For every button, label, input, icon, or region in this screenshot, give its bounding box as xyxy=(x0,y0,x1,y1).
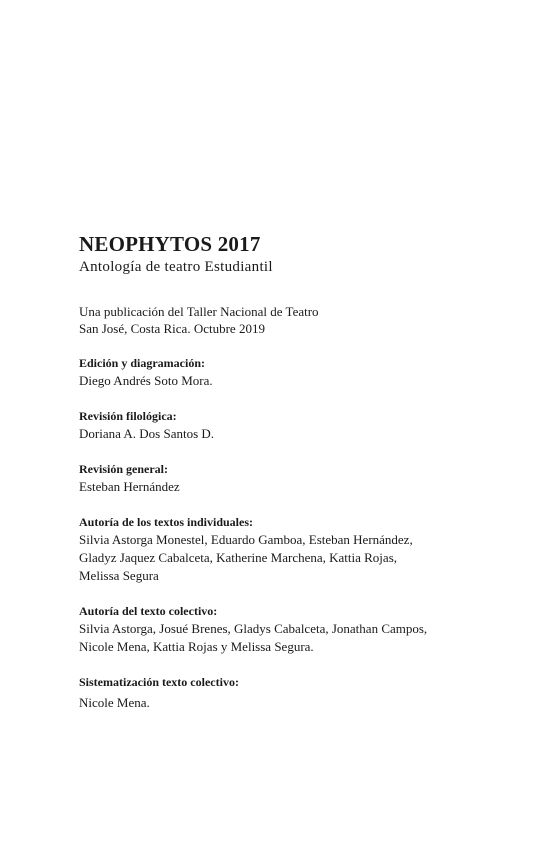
book-title: NEOPHYTOS 2017 xyxy=(79,232,261,256)
publication-info xyxy=(79,303,499,337)
credit-general-review xyxy=(79,461,499,496)
credit-label: Revisión filológica: xyxy=(79,409,177,423)
credit-value: Nicole Mena, Kattia Rojas y Melissa Segura. xyxy=(79,639,314,654)
publication-line: San José, Costa Rica. Octubre 2019 xyxy=(79,321,265,336)
credit-individual-authors xyxy=(79,514,499,585)
credit-label: Autoría del texto colectivo: xyxy=(79,604,218,618)
publication-line: Una publicación del Taller Nacional de Teatro xyxy=(79,304,319,319)
credit-label: Autoría de los textos individuales: xyxy=(79,515,254,529)
credit-value: Doriana A. Dos Santos D. xyxy=(79,426,215,441)
credit-value: Silvia Astorga Monestel, Eduardo Gamboa, Esteban Hernández, xyxy=(79,532,413,547)
copyright-page xyxy=(79,231,499,712)
credit-edition xyxy=(79,355,499,390)
credit-label: Sistematización texto colectivo: xyxy=(79,675,239,689)
credit-value: Diego Andrés Soto Mora. xyxy=(79,373,213,388)
credit-label: Edición y diagramación: xyxy=(79,356,206,370)
credit-philological-review xyxy=(79,408,499,443)
book-subtitle: Antología de teatro Estudiantil xyxy=(79,259,273,275)
credit-value: Melissa Segura xyxy=(79,568,159,583)
credit-label: Revisión general: xyxy=(79,462,168,476)
credit-value: Silvia Astorga, Josué Brenes, Gladys Cabalceta, Jonathan Campos, xyxy=(79,621,428,636)
credit-value: Nicole Mena. xyxy=(79,695,150,710)
credit-systematization xyxy=(79,674,499,712)
credit-collective-authors xyxy=(79,603,499,656)
credit-value: Gladyz Jaquez Cabalceta, Katherine Marchena, Kattia Rojas, xyxy=(79,550,397,565)
credit-value: Esteban Hernández xyxy=(79,479,180,494)
